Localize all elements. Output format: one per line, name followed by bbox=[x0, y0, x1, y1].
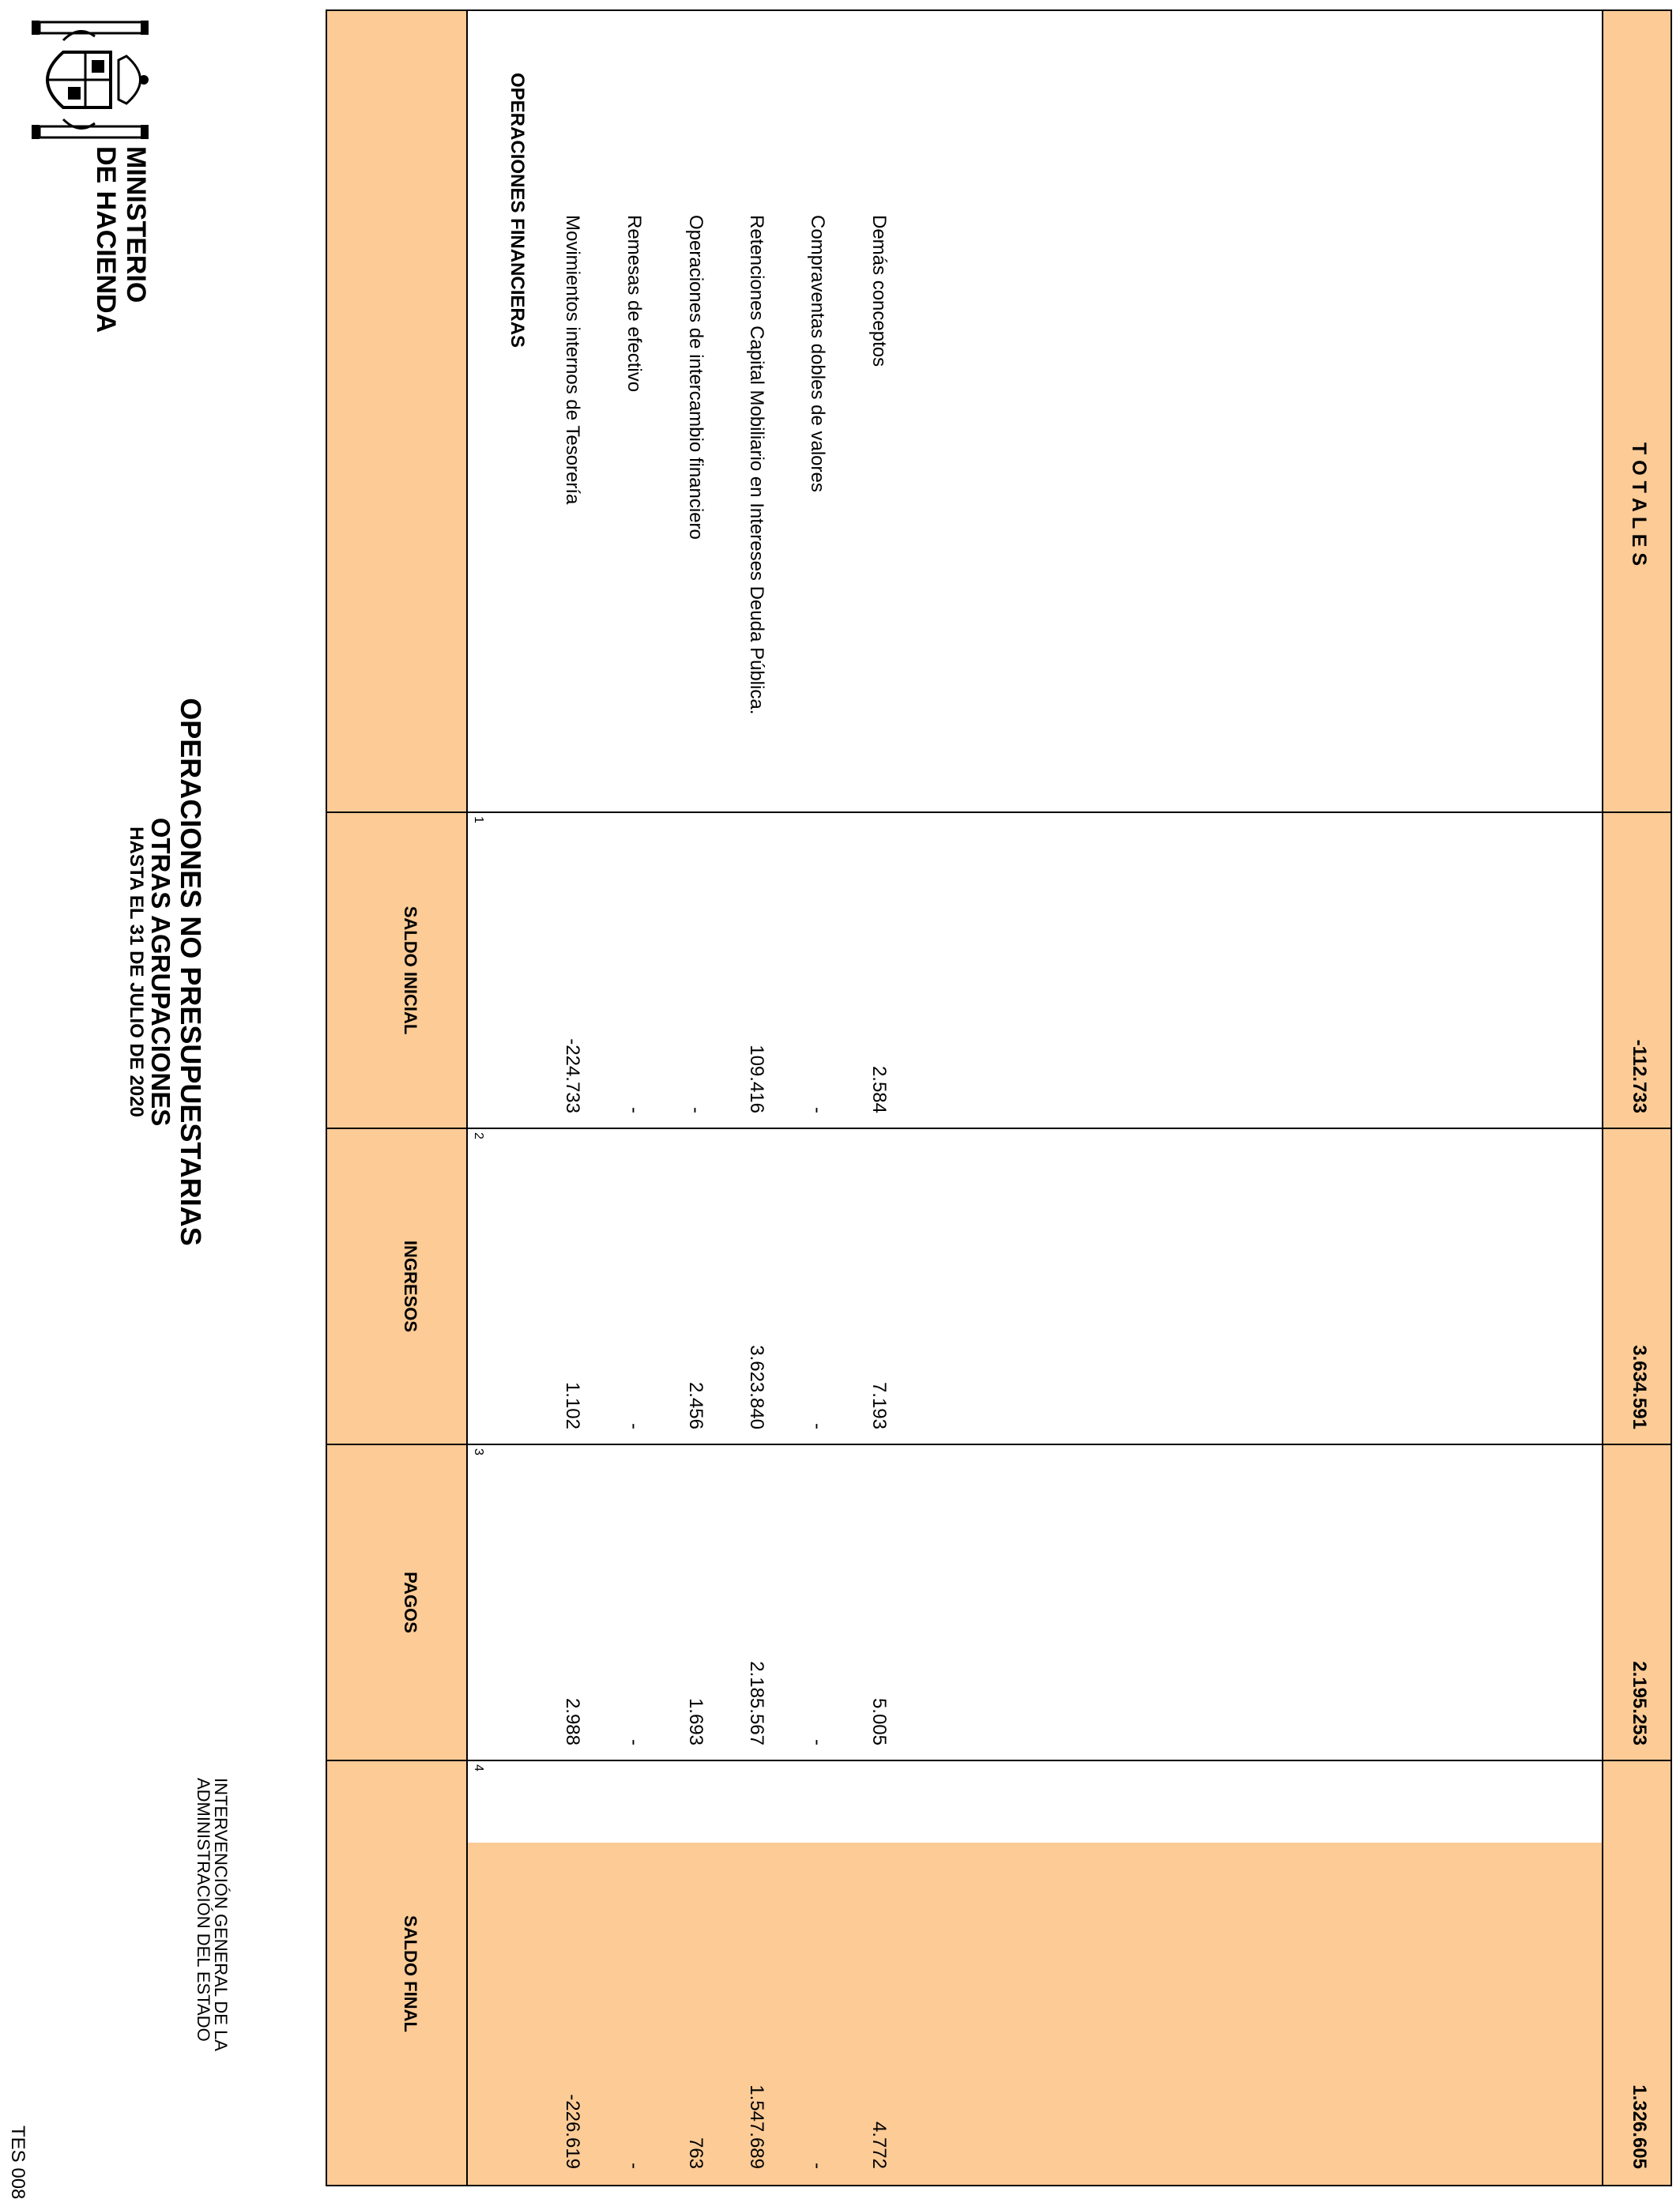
column-header-ingresos: INGRESOS bbox=[401, 1240, 420, 1333]
cell-ingresos: - bbox=[807, 1423, 828, 1429]
column-number-3: 3 bbox=[472, 1448, 485, 1455]
cell-saldo-final: 1.547.689 bbox=[746, 2084, 767, 2169]
report-subtitle: OTRAS AGRUPACIONES bbox=[146, 817, 175, 1127]
cell-ingresos: 2.456 bbox=[685, 1381, 706, 1429]
column-number-2: 2 bbox=[472, 1132, 485, 1139]
totals-label: T O T A L E S bbox=[1628, 442, 1650, 567]
cell-saldo-inicial: - bbox=[623, 1107, 645, 1113]
footer-code: TES 008 bbox=[7, 2126, 28, 2199]
cell-saldo-inicial: -224.733 bbox=[562, 1038, 583, 1113]
column-divider-3 bbox=[326, 1444, 1672, 1445]
report-title: OPERACIONES NO PRESUPUESTARIAS bbox=[175, 698, 207, 1246]
header-divider bbox=[466, 9, 468, 2186]
total-saldo-final: 1.326.605 bbox=[1629, 2084, 1650, 2169]
total-saldo-inicial: -112.733 bbox=[1629, 1039, 1650, 1113]
column-header-saldo-final: SALDO FINAL bbox=[401, 1915, 420, 2032]
row-label: Movimientos internos de Tesorería bbox=[562, 215, 583, 505]
data-table bbox=[326, 9, 1672, 2186]
coat-of-arms-logo bbox=[19, 21, 158, 139]
section-title: OPERACIONES FINANCIERAS bbox=[507, 73, 528, 348]
cell-pagos: 5.005 bbox=[868, 1697, 890, 1745]
cell-saldo-inicial: - bbox=[685, 1107, 706, 1113]
cell-pagos: 1.693 bbox=[685, 1697, 706, 1745]
cell-saldo-inicial: 2.584 bbox=[868, 1065, 890, 1113]
ministry-line-1: MINISTERIO bbox=[121, 146, 151, 303]
cell-pagos: 2.988 bbox=[562, 1697, 583, 1745]
ministry-name bbox=[91, 146, 151, 333]
column-header-pagos: PAGOS bbox=[401, 1572, 420, 1633]
cell-ingresos: 3.623.840 bbox=[746, 1345, 767, 1429]
organization-line-2: ADMINISTRACIÓN DEL ESTADO bbox=[194, 1778, 213, 2042]
row-label: Compraventas dobles de valores bbox=[807, 215, 828, 492]
cell-saldo-final: -226.619 bbox=[562, 2094, 583, 2169]
cell-ingresos: 1.102 bbox=[562, 1381, 583, 1429]
row-label: Operaciones de intercambio financiero bbox=[685, 215, 706, 540]
column-divider-1 bbox=[326, 811, 1672, 813]
column-divider-4 bbox=[326, 1760, 1672, 1761]
organization-name bbox=[194, 1778, 229, 2051]
cell-saldo-final: - bbox=[623, 2163, 645, 2169]
cell-saldo-final: - bbox=[807, 2163, 828, 2169]
cell-saldo-inicial: - bbox=[807, 1107, 828, 1113]
column-number-1: 1 bbox=[472, 816, 485, 823]
cell-saldo-inicial: 109.416 bbox=[746, 1045, 767, 1113]
report-date: HASTA EL 31 DE JULIO DE 2020 bbox=[126, 827, 147, 1117]
report-title-block bbox=[126, 656, 206, 1288]
row-label: Retenciones Capital Mobiliario en Intereses Deuda Pública. bbox=[746, 215, 767, 715]
cell-pagos: - bbox=[623, 1739, 645, 1745]
cell-ingresos: 7.193 bbox=[868, 1381, 890, 1429]
total-ingresos: 3.634.591 bbox=[1629, 1345, 1650, 1429]
column-divider-2 bbox=[326, 1128, 1672, 1129]
cell-saldo-final: 763 bbox=[685, 2137, 706, 2169]
row-label: Remesas de efectivo bbox=[623, 215, 645, 393]
ministry-line-2: DE HACIENDA bbox=[91, 146, 121, 333]
cell-ingresos: - bbox=[623, 1423, 645, 1429]
cell-pagos: - bbox=[807, 1739, 828, 1745]
column-header-saldo-inicial: SALDO INICIAL bbox=[401, 906, 420, 1035]
cell-saldo-final: 4.772 bbox=[868, 2121, 890, 2169]
totals-divider bbox=[1602, 9, 1603, 2186]
cell-pagos: 2.185.567 bbox=[746, 1661, 767, 1745]
organization-line-1: INTERVENCIÓN GENERAL DE LA bbox=[211, 1778, 231, 2051]
total-pagos: 2.195.253 bbox=[1629, 1661, 1650, 1745]
column-number-4: 4 bbox=[472, 1764, 485, 1772]
row-label: Demás conceptos bbox=[868, 215, 890, 367]
